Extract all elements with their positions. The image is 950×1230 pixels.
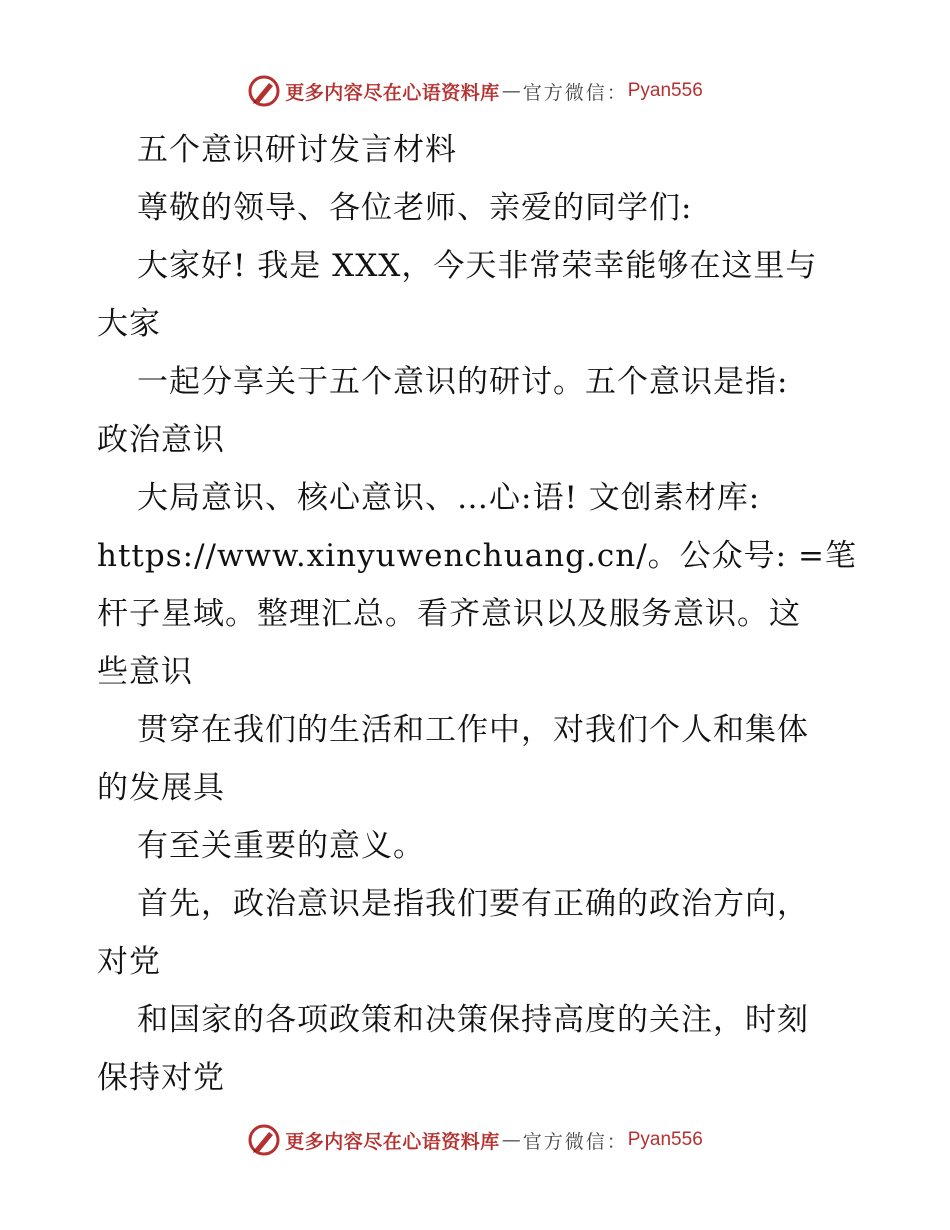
- text-line: 大家: [97, 306, 161, 342]
- text-line: 大家好! 我是 XXX，今天非常荣幸能够在这里与: [137, 248, 818, 284]
- text-line: 首先，政治意识是指我们要有正确的政治方向，: [137, 886, 809, 922]
- text-line: 杆子星域。整理汇总。看齐意识以及服务意识。这: [97, 596, 801, 632]
- text-line: 保持对党: [97, 1060, 225, 1096]
- text-line: 五个意识研讨发言材料: [137, 132, 457, 168]
- text-line: 贯穿在我们的生活和工作中，对我们个人和集体: [137, 712, 809, 748]
- text-line: 一起分享关于五个意识的研讨。五个意识是指:: [137, 364, 789, 400]
- text-line: 尊敬的领导、各位老师、亲爱的同学们:: [137, 190, 693, 226]
- banner-brand: 更多内容尽在心语资料库: [285, 81, 500, 104]
- banner-official-label: 官方微信：: [522, 81, 628, 104]
- footer-banner: [0, 1120, 950, 1160]
- text-line: 和国家的各项政策和决策保持高度的关注，时刻: [137, 1002, 809, 1038]
- banner-separator: —: [501, 80, 521, 102]
- document-body: [97, 121, 857, 1107]
- banner-wechat-id: Pyan556: [627, 1129, 703, 1150]
- text-line: 有至关重要的意义。: [137, 828, 425, 864]
- banner-wechat-id: Pyan556: [627, 80, 703, 101]
- pen-logo-icon: [247, 1123, 281, 1157]
- banner-separator: —: [501, 1129, 521, 1151]
- text-line: 些意识: [97, 654, 193, 690]
- header-banner: [0, 71, 950, 111]
- pen-logo-icon: [247, 74, 281, 108]
- banner-official-label: 官方微信：: [522, 1130, 628, 1153]
- text-line: https://www.xinyuwenchuang.cn/。公众号: =笔: [97, 538, 857, 574]
- banner-brand: 更多内容尽在心语资料库: [285, 1130, 500, 1153]
- text-line: 对党: [97, 944, 161, 980]
- text-line: 的发展具: [97, 770, 225, 806]
- text-line: 政治意识: [97, 422, 225, 458]
- text-line: 大局意识、核心意识、…心:语! 文创素材库:: [137, 480, 761, 516]
